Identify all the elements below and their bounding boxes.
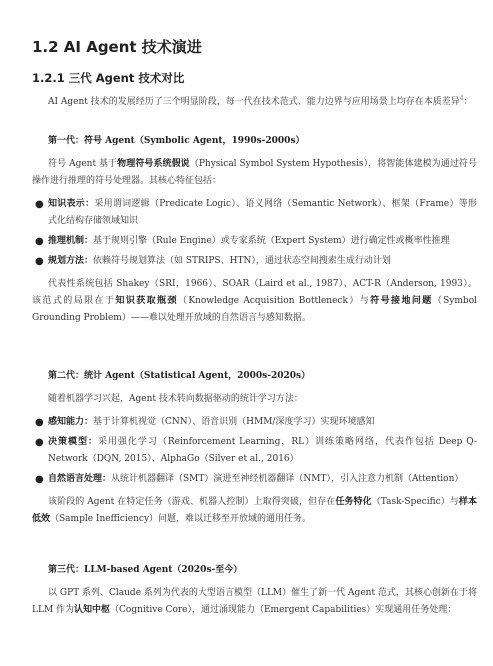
gen1-section <box>32 133 477 327</box>
footnote-ref[interactable]: 4 <box>459 95 464 102</box>
gen2-summary-c: （Task-Specific）与 <box>371 497 459 507</box>
gen2-summary-bold-1: 任务特化 <box>335 497 372 507</box>
list-item <box>32 414 477 431</box>
item-text: 基于规则引擎（Rule Engine）或专家系统（Expert System）进行确定性或概率性推理 <box>93 236 450 246</box>
gen1-heading: 第一代：符号 Agent（Symbolic Agent，1990s-2000s） <box>48 136 305 146</box>
gen1-summary-e: （Symbol Grounding Problem）——难以处理开放域的自然语言与感知数据。 <box>32 296 477 323</box>
gen2-intro: 随着机器学习兴起，Agent 技术转向数据驱动的统计学习方法： <box>48 394 303 404</box>
bullet-icon: ● <box>35 437 44 448</box>
bullet-icon: ● <box>35 256 44 267</box>
gen1-summary <box>32 276 477 327</box>
item-text: 依赖符号规划算法（如 STRIPS、HTN），通过状态空间搜索生成行动计划 <box>93 256 391 266</box>
gen1-desc-c: （Physical Symbol System Hypothesis），将智能体建模为通过符号操作进行推理的符号处理器。其核心特征包括： <box>32 159 477 186</box>
intro-tail: ： <box>463 97 473 107</box>
item-label: 知识表示： <box>48 199 95 209</box>
gen2-heading: 第二代：统计 Agent（Statistical Agent，2000s-2020s） <box>48 371 311 381</box>
item-label: 推理机制： <box>48 236 94 246</box>
item-text: 采用强化学习（Reinforcement Learning，RL）训练策略网络，代表作包括 Deep Q-Network（DQN, 2015）、AlphaGo（Silver et al., 2016） <box>48 437 477 464</box>
item-label: 自然语言处理： <box>48 474 112 484</box>
gen3-desc-c: （Cognitive Core），通过涌现能力（Emergent Capabilities）实现通用任务处理： <box>110 605 457 615</box>
gen1-description <box>32 156 477 190</box>
list-item <box>32 196 477 230</box>
list-item <box>32 471 477 488</box>
gen1-list <box>32 196 477 270</box>
item-label: 规划方法： <box>48 256 94 266</box>
gen1-desc-a: 符号 Agent 基于 <box>48 159 118 169</box>
intro-paragraph <box>32 94 477 111</box>
gen3-heading: 第三代：LLM-based Agent（2020s-至今） <box>48 565 243 575</box>
gen1-summary-a: 代表性系统包括 Shakey（SRI，1966）、SOAR（Laird et al., 1987）、ACT-R（Anderson, 1993）。该范式的局限在于 <box>32 279 477 306</box>
gen1-summary-bold-1: 知识获取瓶颈 <box>115 296 178 306</box>
gen1-summary-bold-2: 符号接地问题 <box>370 296 433 306</box>
bullet-icon: ● <box>35 417 44 428</box>
item-text: 基于计算机视觉（CNN）、语音识别（HMM/深度学习）实现环境感知 <box>93 417 375 427</box>
gen1-summary-c: （Knowledge Acquisition Bottleneck）与 <box>177 296 371 306</box>
bullet-icon: ● <box>35 474 44 485</box>
gen2-list <box>32 414 477 488</box>
gen1-desc-bold: 物理符号系统假说 <box>117 159 190 169</box>
gen3-desc-bold: 认知中枢 <box>74 605 111 615</box>
list-item <box>32 233 477 250</box>
item-text: 采用谓词逻辑（Predicate Logic）、语义网络（Semantic Network）、框架（Frame）等形式化结构存储领域知识 <box>48 199 477 226</box>
gen2-summary-e: （Sample Inefficiency）问题，难以迁移至开放域的通用任务。 <box>50 514 312 524</box>
item-text: 从统计机器翻译（SMT）演进至神经机器翻译（NMT），引入注意力机制（Attention） <box>111 474 464 484</box>
item-label: 决策模型： <box>48 437 98 447</box>
list-item <box>32 434 477 468</box>
gen3-description <box>32 585 477 619</box>
item-label: 感知能力： <box>48 417 94 427</box>
bullet-icon: ● <box>35 199 44 210</box>
gen3-desc-a: 以 GPT 系列、Claude 系列为代表的大型语言模型（LLM）催生了新一代 Agent 范式，其核心创新在于将 LLM 作为 <box>32 588 477 615</box>
intro-text: AI Agent 技术的发展经历了三个明显阶段，每一代在技术范式、能力边界与应用场景上均存在本质差异 <box>48 97 460 107</box>
section-title: 1.2 AI Agent 技术演进 <box>32 38 202 56</box>
gen2-summary-bold-2: 样本低效 <box>32 497 477 524</box>
gen2-summary-a: 该阶段的 Agent 在特定任务（游戏、机器人控制）上取得突破，但存在 <box>48 497 336 507</box>
bullet-icon: ● <box>35 236 44 247</box>
list-item <box>32 253 477 270</box>
gen2-summary <box>32 494 477 528</box>
subsection-title: 1.2.1 三代 Agent 技术对比 <box>32 71 185 85</box>
gen2-section <box>32 368 477 528</box>
gen3-section <box>32 562 477 619</box>
